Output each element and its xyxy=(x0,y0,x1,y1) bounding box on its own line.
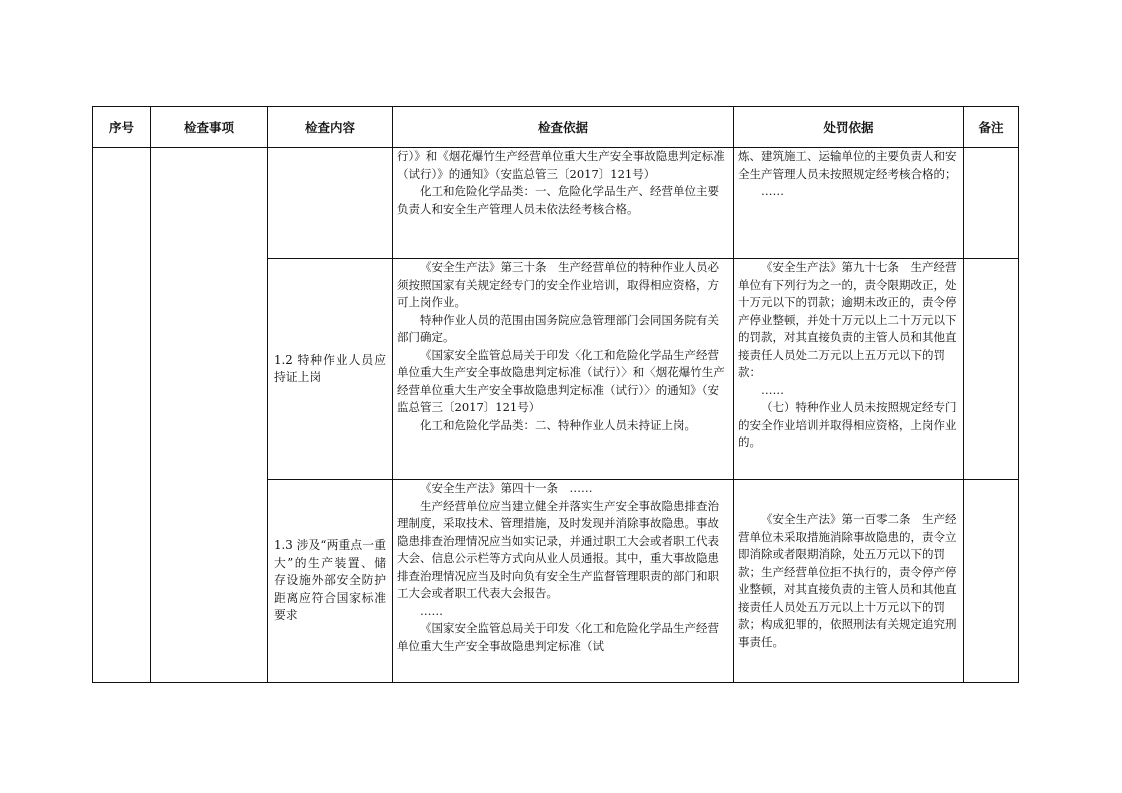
remarks-cell xyxy=(964,259,1019,480)
inspection-basis-cell xyxy=(393,148,734,259)
penalty-paragraph: 炼、建筑施工、运输单位的主要负责人和安全生产管理人员未按照规定经考核合格的； xyxy=(738,149,957,181)
basis-paragraph: 行）》和《烟花爆竹生产经营单位重大生产安全事故隐患判定标准（试行）》的通知》（安监总管三〔2017〕121号） xyxy=(397,149,725,181)
remarks-cell xyxy=(964,480,1019,683)
inspection-content-cell xyxy=(268,259,393,480)
header-inspection-basis: 检查依据 xyxy=(393,107,734,148)
inspection-item-cell xyxy=(151,148,268,683)
penalty-basis-cell xyxy=(734,148,964,259)
basis-text xyxy=(393,148,733,218)
penalty-basis-cell xyxy=(734,480,964,683)
inspection-basis-cell xyxy=(393,259,734,480)
basis-paragraph: 化工和危险化学品类：二、特种作业人员未持证上岗。 xyxy=(420,417,696,432)
basis-paragraph: …… xyxy=(420,603,443,618)
header-remarks: 备注 xyxy=(964,107,1019,148)
basis-paragraph: 化工和危险化学品类：一、危险化学品生产、经营单位主要负责人和安全生产管理人员未依法经考核合格。 xyxy=(397,184,719,216)
table-row xyxy=(93,148,1019,259)
basis-paragraph: 《安全生产法》第四十一条 …… xyxy=(420,481,593,495)
header-serial-number: 序号 xyxy=(93,107,151,148)
inspection-content-text: 1.3 涉及“两重点一重大”的生产装置、储存设施外部安全防护距离应符合国家标准要求 xyxy=(274,538,386,623)
basis-paragraph: 《国家安全监管总局关于印发〈化工和危险化学品生产经营单位重大生产安全事故隐患判定标准（试行）〉和〈烟花爆竹生产经营单位重大生产安全事故隐患判定标准（试行）〉的通知》（安监总管三〔2017〕121号） xyxy=(397,347,725,414)
inspection-basis-cell xyxy=(393,480,734,683)
penalty-text xyxy=(734,148,963,201)
table-header-row xyxy=(93,107,1019,148)
penalty-paragraph: 《安全生产法》第九十七条 生产经营单位有下列行为之一的，责令限期改正，处十万元以下的罚款；逾期未改正的，责令停产停业整顿，并处十万元以上二十万元以下的罚款，对其直接负责的主管人员和其他直接责任人员处二万元以上五万元以下的罚款： xyxy=(738,260,957,379)
penalty-paragraph: （七）特种作业人员未按照规定经专门的安全作业培训并取得相应资格，上岗作业的。 xyxy=(738,400,957,449)
penalty-text xyxy=(734,259,963,452)
inspection-content-text: 1.2 特种作业人员应持证上岗 xyxy=(274,352,386,384)
inspection-content-cell xyxy=(268,480,393,683)
penalty-paragraph: …… xyxy=(761,382,784,397)
basis-paragraph: 特种作业人员的范围由国务院应急管理部门会同国务院有关部门确定。 xyxy=(397,312,719,344)
header-inspection-item: 检查事项 xyxy=(151,107,268,148)
basis-paragraph: 《安全生产法》第三十条 生产经营单位的特种作业人员必须按照国家有关规定经专门的安全作业培训，取得相应资格，方可上岗作业。 xyxy=(397,260,719,309)
header-penalty-basis: 处罚依据 xyxy=(734,107,964,148)
inspection-table xyxy=(92,106,1019,683)
basis-paragraph: 生产经营单位应当建立健全并落实生产安全事故隐患排查治理制度，采取技术、管理措施，及时发现并消除事故隐患。事故隐患排查治理情况应当如实记录，并通过职工大会或者职工代表大会、信息公示栏等方式向从业人员通报。其中，重大事故隐患排查治理情况应当及时向负有安全生产监督管理职责的部门和职工大会或者职工代表大会报告。 xyxy=(397,498,719,600)
penalty-paragraph: 《安全生产法》第一百零二条 生产经营单位未采取措施消除事故隐患的，责令立即消除或者限期消除，处五万元以下的罚款；生产经营单位拒不执行的，责令停产停业整顿，对其直接负责的主管人员和其他直接责任人员处五万元以上十万元以下的罚款；构成犯罪的，依照刑法有关规定追究刑事责任。 xyxy=(738,512,957,649)
basis-paragraph: 《国家安全监管总局关于印发〈化工和危险化学品生产经营单位重大生产安全事故隐患判定标准（试 xyxy=(397,621,719,653)
header-inspection-content: 检查内容 xyxy=(268,107,393,148)
penalty-paragraph: …… xyxy=(761,184,784,198)
remarks-cell xyxy=(964,148,1019,259)
serial-number-cell xyxy=(93,148,151,683)
basis-text xyxy=(393,480,733,655)
basis-text xyxy=(393,259,733,434)
penalty-text xyxy=(734,511,963,651)
penalty-basis-cell xyxy=(734,259,964,480)
inspection-content-cell xyxy=(268,148,393,259)
